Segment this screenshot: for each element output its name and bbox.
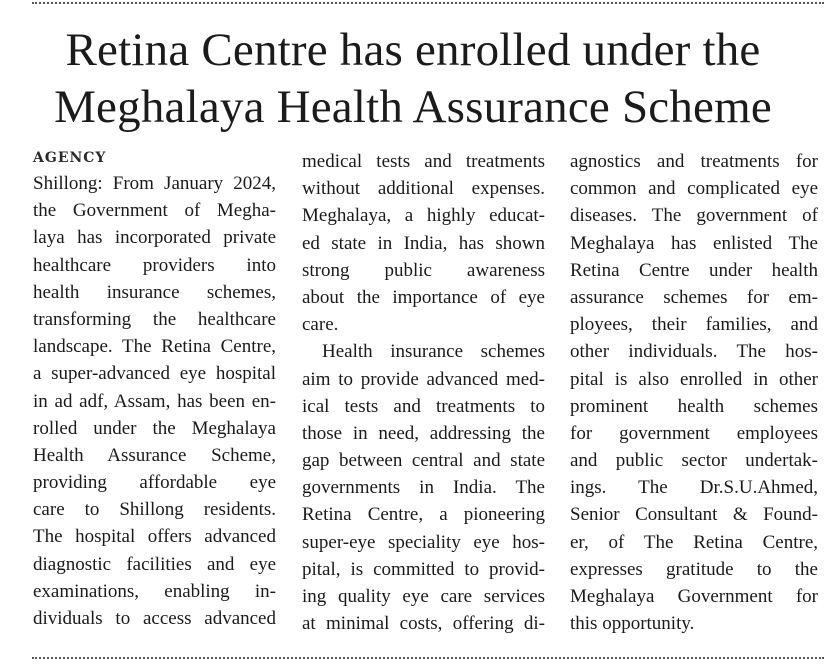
body-line: pital, is committed to provid- bbox=[302, 558, 545, 580]
body-line: Retina Centre, a pioneering bbox=[302, 504, 545, 526]
body-line: diagnostic facilities and eye bbox=[33, 553, 276, 575]
body-line: medical tests and treatments bbox=[302, 151, 545, 172]
body-line: dividuals to access advanced bbox=[33, 608, 276, 629]
body-line: Shillong: From January 2024, bbox=[33, 173, 276, 194]
body-line: providing affordable eye bbox=[33, 472, 276, 494]
article-column-1 bbox=[33, 148, 276, 632]
byline: AGENCY bbox=[33, 150, 107, 166]
body-line: Health Assurance Scheme, bbox=[33, 444, 276, 466]
body-line: assurance schemes for em- bbox=[570, 286, 818, 308]
body-line: Meghalaya Government for bbox=[570, 586, 818, 607]
article-column-2 bbox=[302, 148, 545, 637]
body-line: ical tests and treatments to bbox=[302, 395, 545, 417]
body-line: super-eye speciality eye hos- bbox=[302, 531, 545, 553]
body-line: Meghalaya has enlisted The bbox=[570, 232, 818, 254]
body-line: strong public awareness bbox=[302, 259, 545, 281]
body-line: about the importance of eye bbox=[302, 286, 545, 308]
body-line: this opportunity. bbox=[570, 613, 695, 635]
article-body bbox=[33, 148, 823, 648]
headline-line-1: Retina Centre has enrolled under the bbox=[65, 24, 761, 76]
body-line: ed state in India, has shown bbox=[302, 232, 545, 254]
body-line: Health insurance schemes bbox=[322, 341, 545, 363]
body-line: Retina Centre under health bbox=[570, 259, 818, 281]
body-line: common and complicated eye bbox=[570, 178, 818, 200]
body-line: governments in India. The bbox=[302, 477, 545, 499]
body-line: without additional expenses. bbox=[302, 178, 545, 200]
body-line: care. bbox=[302, 314, 339, 336]
body-line: laya has incorporated private bbox=[33, 227, 276, 249]
body-line: other individuals. The hos- bbox=[570, 341, 818, 363]
body-line: expresses gratitude to the bbox=[570, 558, 818, 580]
body-line: aim to provide advanced med- bbox=[302, 368, 545, 390]
top-dotted-rule bbox=[32, 2, 824, 4]
body-line: those in need, addressing the bbox=[302, 422, 545, 444]
body-line: agnostics and treatments for bbox=[570, 151, 818, 172]
body-line: the Government of Megha- bbox=[33, 200, 276, 222]
body-line: The hospital offers advanced bbox=[33, 526, 276, 548]
bottom-dotted-rule bbox=[32, 657, 824, 659]
body-line: pital is also enrolled in other bbox=[570, 368, 818, 390]
body-line: and public sector undertak- bbox=[570, 450, 818, 472]
body-line: landscape. The Retina Centre, bbox=[33, 336, 276, 358]
body-line: gap between central and state bbox=[302, 450, 545, 472]
body-line: Meghalaya, a highly educat- bbox=[302, 205, 545, 227]
article-headline bbox=[0, 22, 826, 136]
body-line: examinations, enabling in- bbox=[33, 580, 276, 602]
body-line: care to Shillong residents. bbox=[33, 499, 276, 521]
body-line: in ad adf, Assam, has been en- bbox=[33, 390, 276, 412]
body-line: healthcare providers into bbox=[33, 254, 276, 276]
body-line: at minimal costs, offering di- bbox=[302, 613, 545, 635]
article-column-3 bbox=[570, 148, 818, 637]
body-line: transforming the healthcare bbox=[33, 308, 276, 330]
body-line: ing quality eye care services bbox=[302, 586, 545, 607]
body-line: rolled under the Meghalaya bbox=[33, 417, 276, 439]
body-line: prominent health schemes bbox=[570, 395, 818, 417]
body-line: a super-advanced eye hospital bbox=[33, 363, 276, 385]
body-line: for government employees bbox=[570, 422, 818, 444]
body-line: Senior Consultant & Found- bbox=[570, 504, 818, 526]
headline-line-2: Meghalaya Health Assurance Scheme bbox=[54, 81, 772, 133]
body-line: diseases. The government of bbox=[570, 205, 818, 227]
body-line: er, of The Retina Centre, bbox=[570, 531, 818, 553]
body-line: health insurance schemes, bbox=[33, 281, 276, 303]
body-line: ings. The Dr.S.U.Ahmed, bbox=[570, 477, 818, 499]
body-line: ployees, their families, and bbox=[570, 314, 818, 336]
